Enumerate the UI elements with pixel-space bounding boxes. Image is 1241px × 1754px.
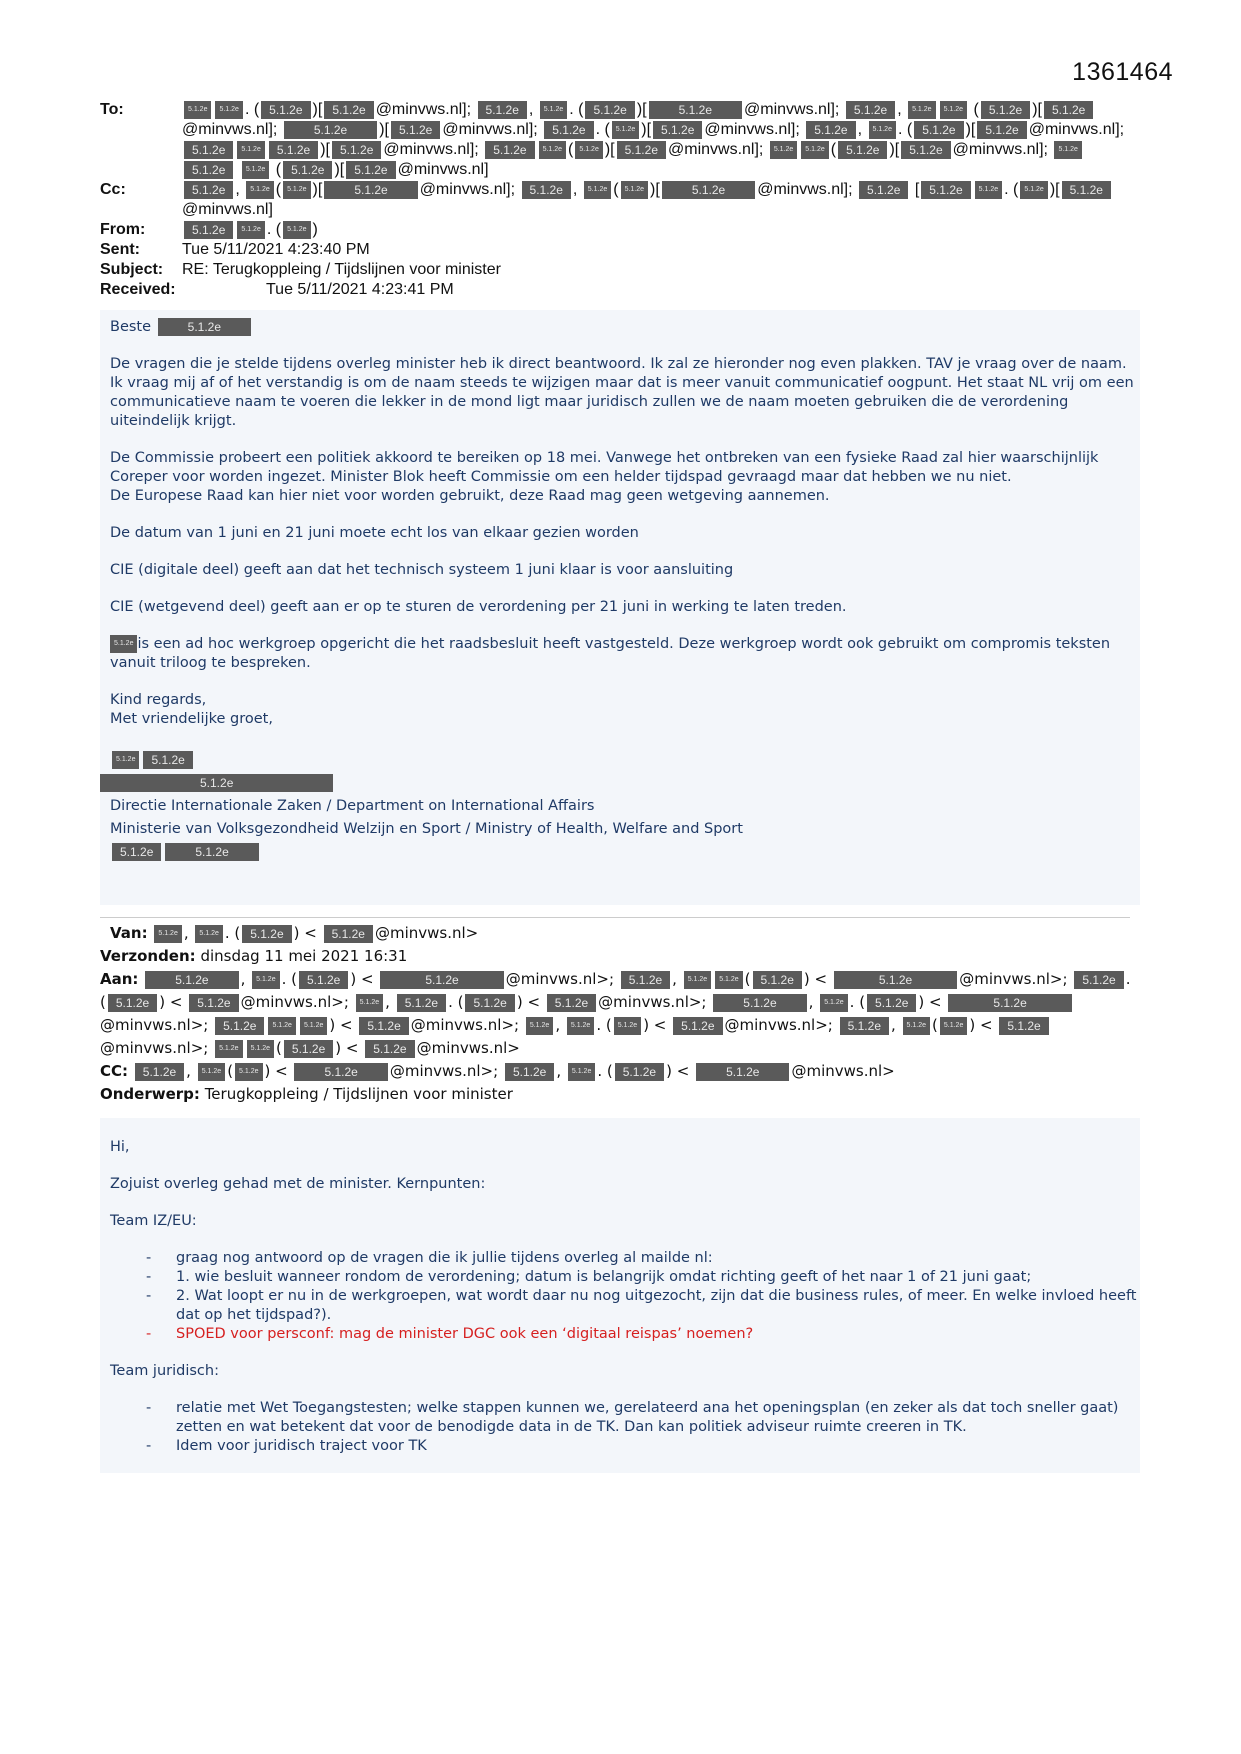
- redaction: 5.1.2e: [242, 925, 291, 943]
- list-item: - Idem voor juridisch traject voor TK: [170, 1437, 1140, 1456]
- redaction: 5.1.2e: [112, 751, 139, 769]
- redaction: 5.1.2e: [673, 1017, 722, 1035]
- email-domain: @minvws.nl];: [668, 141, 764, 158]
- redaction: 5.1.2e: [215, 1040, 242, 1058]
- signature-ministry: Ministerie van Volksgezondheid Welzijn en Sport / Ministry of Health, Welfare and Sport: [110, 821, 743, 837]
- email-domain: @minvws.nl>: [374, 924, 479, 942]
- redaction: 5.1.2e: [158, 318, 251, 336]
- to-row: [100, 100, 1140, 180]
- redaction: 5.1.2e: [215, 101, 242, 119]
- redaction: 5.1.2e: [621, 181, 648, 199]
- signature-name-line: [110, 751, 1140, 770]
- redaction: 5.1.2e: [921, 181, 970, 199]
- redaction: 5.1.2e: [112, 843, 161, 861]
- redaction: 5.1.2e: [753, 971, 802, 989]
- redaction: 5.1.2e: [100, 774, 333, 792]
- redaction: 5.1.2e: [540, 101, 567, 119]
- reply-body: [100, 310, 1140, 905]
- list-item-urgent: - SPOED voor persconf: mag de minister DGC ook een ‘digitaal reispas’ noemen?: [170, 1325, 1140, 1344]
- redaction: 5.1.2e: [184, 221, 233, 239]
- verzonden-label: Verzonden:: [100, 947, 196, 965]
- redaction: 5.1.2e: [198, 1063, 225, 1081]
- redaction: 5.1.2e: [820, 994, 847, 1012]
- reply-paragraph: De vragen die je stelde tijdens overleg minister heb ik direct beantwoord. Ik zal ze hieronder nog even plakken. TAV je vraag over de naam. Ik vraag mij af of het verstandig is om de naam steeds te wijzigen maar dat is meer vanuit communicatief oogpunt. Het staat NL vrij om een communicatieve naam te voeren die lekker in de mond ligt maar juridisch zullen we de naam moeten gebruiken die de verordening uiteindelijk krijgt.: [110, 356, 1134, 429]
- email-domain: @minvws.nl];: [704, 121, 800, 138]
- redaction: 5.1.2e: [135, 1063, 184, 1081]
- redaction: 5.1.2e: [840, 1017, 889, 1035]
- email-domain: @minvws.nl>;: [410, 1016, 520, 1034]
- received-row: [100, 280, 1140, 300]
- redaction: 5.1.2e: [215, 1017, 264, 1035]
- redaction: 5.1.2e: [544, 121, 593, 139]
- redaction: 5.1.2e: [237, 221, 264, 239]
- redaction: 5.1.2e: [1044, 101, 1093, 119]
- aan-row: Aan: 5.1.2e , 5.1.2e . ( 5.1.2e ) < 5.1.2e @minvws.nl>; 5.1.2e , 5.1.2e 5.1.2e ( 5.1.2e ) < 5.1.2e @minvws.nl>; 5.1.2e . ( 5.1.2e ) < 5.1.2e @minvws.nl>; 5.1.2e , 5.1.2e . ( 5.1.2e ) < 5.1.2e @minvws.nl>; 5.1.2e , 5.1.2e . ( 5.1.2e ) < 5.1.2e@minvws.nl>; 5.1.2e 5.1.2e 5.1.2e ) < 5.1.2e @minvws.nl>; 5.1.2e , 5.1.2e . ( 5.1.2e ) < 5.1.2e @minvws.nl>; 5.1.2e , 5.1.2e ( 5.1.2e ) < 5.1.2e@minvws.nl>; 5.1.2e 5.1.2e ( 5.1.2e ) < 5.1.2e @minvws.nl>: [100, 970, 1131, 1057]
- list-item: - 1. wie besluit wanneer rondom de verordening; datum is belangrijk omdat richting geeft of het naar 1 of 21 juni gaat;: [170, 1268, 1140, 1287]
- onderwerp-value: Terugkoppleing / Tijdslijnen voor minister: [204, 1085, 513, 1103]
- redaction: 5.1.2e: [465, 994, 514, 1012]
- redaction: 5.1.2e: [696, 1063, 789, 1081]
- redaction: 5.1.2e: [547, 994, 596, 1012]
- redaction: 5.1.2e: [184, 141, 233, 159]
- redaction: 5.1.2e: [397, 994, 446, 1012]
- signature-department: Directie Internationale Zaken / Department on International Affairs: [110, 798, 595, 814]
- from-label: From:: [100, 221, 146, 238]
- aan-label: Aan:: [100, 970, 139, 988]
- redaction: 5.1.2e: [252, 971, 279, 989]
- redaction: 5.1.2e: [834, 971, 957, 989]
- onderwerp-label: Onderwerp:: [100, 1085, 200, 1103]
- redaction: 5.1.2e: [143, 751, 192, 769]
- redaction: 5.1.2e: [999, 1017, 1048, 1035]
- original-body: [100, 1118, 1140, 1473]
- redaction: 5.1.2e: [242, 161, 269, 179]
- redaction: 5.1.2e: [300, 1017, 327, 1035]
- reply-paragraph-line: [110, 635, 1140, 673]
- reply-paragraph: CIE (digitale deel) geeft aan dat het technisch systeem 1 juni klaar is voor aansluiting: [110, 562, 734, 578]
- signature-title-line: [100, 774, 1140, 793]
- redaction: 5.1.2e: [615, 1063, 664, 1081]
- onderwerp-row: [100, 1083, 1140, 1106]
- sent-value: Tue 5/11/2021 4:23:40 PM: [182, 241, 370, 258]
- redaction: 5.1.2e: [356, 994, 383, 1012]
- email-domain: @minvws.nl>;: [505, 970, 615, 988]
- subject-value: RE: Terugkoppleing / Tijdslijnen voor minister: [182, 261, 501, 278]
- redaction: 5.1.2e: [806, 121, 855, 139]
- sent-label: Sent:: [100, 241, 140, 258]
- verzonden-value: dinsdag 11 mei 2021 16:31: [200, 947, 408, 965]
- redaction: 5.1.2e: [184, 101, 211, 119]
- redaction: 5.1.2e: [324, 101, 373, 119]
- redaction: 5.1.2e: [940, 101, 967, 119]
- redaction: 5.1.2e: [940, 1017, 967, 1035]
- cc-label: Cc:: [100, 181, 126, 198]
- redaction: 5.1.2e: [908, 101, 935, 119]
- signature-contact-line: [110, 843, 1140, 862]
- original-greeting: Hi,: [110, 1139, 130, 1155]
- redaction: 5.1.2e: [981, 101, 1030, 119]
- redaction: 5.1.2e: [485, 141, 534, 159]
- email-domain: @minvws.nl]: [182, 201, 273, 218]
- redaction: 5.1.2e: [914, 121, 963, 139]
- reply-greeting: Beste: [110, 319, 152, 335]
- redaction: 5.1.2e: [903, 1017, 930, 1035]
- team-iz-eu-label: Team IZ/EU:: [110, 1213, 197, 1229]
- closing-groet: Met vriendelijke groet,: [110, 711, 273, 727]
- redaction: 5.1.2e: [617, 141, 666, 159]
- to-value: 5.1.2e 5.1.2e . ( 5.1.2e )[ 5.1.2e @minvws.nl]; 5.1.2e , 5.1.2e . ( 5.1.2e )[ 5.1.2e @minvws.nl]; 5.1.2e , 5.1.2e 5.1.2e ( 5.1.2e )[ 5.1.2e@minvws.nl]; 5.1.2e )[ 5.1.2e @minvws.nl]; 5.1.2e . ( 5.1.2e )[ 5.1.2e @minvws.nl]; 5.1.2e , 5.1.2e . ( 5.1.2e )[ 5.1.2e @minvws.nl]; 5.1.2e 5.1.2e 5.1.2e )[ 5.1.2e @minvws.nl]; 5.1.2e 5.1.2e ( 5.1.2e )[ 5.1.2e @minvws.nl]; 5.1.2e 5.1.2e ( 5.1.2e )[ 5.1.2e @minvws.nl]; 5.1.2e 5.1.2e 5.1.2e ( 5.1.2e )[ 5.1.2e @minvws.nl]: [182, 101, 1125, 178]
- from-value: 5.1.2e 5.1.2e . ( 5.1.2e ): [182, 220, 1140, 240]
- subject-label: Subject:: [100, 261, 164, 278]
- redaction: 5.1.2e: [145, 971, 238, 989]
- redaction: 5.1.2e: [614, 1017, 641, 1035]
- cc-value: 5.1.2e , 5.1.2e ( 5.1.2e )[ 5.1.2e @minvws.nl]; 5.1.2e , 5.1.2e ( 5.1.2e )[ 5.1.2e @minvws.nl]; 5.1.2e [ 5.1.2e 5.1.2e . ( 5.1.2e )[ 5.1.2e@minvws.nl]: [182, 180, 1140, 220]
- redaction: 5.1.2e: [522, 181, 571, 199]
- redaction: 5.1.2e: [283, 181, 310, 199]
- email-domain: @minvws.nl];: [383, 141, 479, 158]
- email-domain: @minvws.nl>;: [598, 993, 707, 1011]
- sent-row: [100, 240, 1140, 260]
- email-domain: @minvws.nl>: [791, 1062, 895, 1080]
- redaction: 5.1.2e: [110, 635, 137, 653]
- redaction: 5.1.2e: [948, 994, 1071, 1012]
- redaction: 5.1.2e: [713, 994, 806, 1012]
- redaction: 5.1.2e: [284, 1040, 333, 1058]
- email-domain: @minvws.nl]: [397, 161, 489, 178]
- list-item: - 2. Wat loopt er nu in de werkgroepen, wat wordt daar nu nog uitgezocht, zijn dat die business rules, of meer. En welke invloed heeft dat op het tijdspad?).: [170, 1287, 1140, 1325]
- reply-greeting-line: [110, 318, 1140, 337]
- redaction: 5.1.2e: [901, 141, 950, 159]
- received-value: Tue 5/11/2021 4:23:41 PM: [266, 281, 454, 298]
- redaction: 5.1.2e: [649, 101, 742, 119]
- redaction: 5.1.2e: [299, 971, 348, 989]
- team-juridisch-label: Team juridisch:: [110, 1363, 219, 1379]
- redaction: 5.1.2e: [539, 141, 566, 159]
- redaction: 5.1.2e: [380, 971, 503, 989]
- email-domain: @minvws.nl>;: [240, 993, 349, 1011]
- redaction: 5.1.2e: [154, 925, 181, 943]
- redaction: 5.1.2e: [269, 141, 318, 159]
- to-label: To:: [100, 101, 124, 118]
- redaction: 5.1.2e: [359, 1017, 408, 1035]
- redaction: 5.1.2e: [108, 994, 157, 1012]
- redaction: 5.1.2e: [324, 181, 417, 199]
- closing-regards: Kind regards,: [110, 692, 207, 708]
- redaction: 5.1.2e: [235, 1063, 262, 1081]
- redaction: 5.1.2e: [867, 994, 916, 1012]
- cc-row: [100, 180, 1140, 220]
- redaction: 5.1.2e: [715, 971, 742, 989]
- reply-paragraph: CIE (wetgevend deel) geeft aan er op te sturen de verordening per 21 juni in werking te laten treden.: [110, 599, 847, 615]
- redaction: 5.1.2e: [237, 141, 264, 159]
- redaction: 5.1.2e: [567, 1017, 594, 1035]
- redaction: 5.1.2e: [846, 101, 895, 119]
- email-domain: @minvws.nl>;: [959, 970, 1068, 988]
- redaction: 5.1.2e: [1074, 971, 1123, 989]
- subject-row: [100, 260, 1140, 280]
- reply-paragraph: De Europese Raad kan hier niet voor worden gebruikt, deze Raad mag geen wetgeving aannemen.: [110, 488, 830, 504]
- redaction: 5.1.2e: [621, 971, 670, 989]
- team-iz-eu-list: [110, 1249, 1140, 1344]
- redaction: 5.1.2e: [324, 925, 373, 943]
- redaction: 5.1.2e: [612, 121, 639, 139]
- email-domain: @minvws.nl>: [416, 1039, 520, 1057]
- email-domain: @minvws.nl>;: [389, 1062, 499, 1080]
- list-item: - relatie met Wet Toegangstesten; welke stappen kunnen we, gerelateerd ana het openingsplan (en zeker als dat toch sneller gaat) zetten en wat betekent dat voor de benodigde data in de TK. Dan kan politiek adviseur ruimte creeren in TK.: [170, 1399, 1140, 1437]
- redaction: 5.1.2e: [505, 1063, 554, 1081]
- received-label: Received:: [100, 281, 176, 298]
- email-domain: @minvws.nl>;: [100, 1039, 209, 1057]
- redaction: 5.1.2e: [184, 181, 233, 199]
- email-domain: @minvws.nl];: [1028, 121, 1125, 138]
- reply-paragraph: is een ad hoc werkgroep opgericht die het raadsbesluit heeft vastgesteld. Deze werkgroep wordt ook gebruikt om compromis teksten vanuit triloog te bespreken.: [110, 636, 1111, 671]
- redaction: 5.1.2e: [346, 161, 395, 179]
- from-row: [100, 220, 1140, 240]
- redaction: 5.1.2e: [662, 181, 755, 199]
- redaction: 5.1.2e: [365, 1040, 414, 1058]
- redaction: 5.1.2e: [859, 181, 908, 199]
- redaction: 5.1.2e: [869, 121, 896, 139]
- email-domain: @minvws.nl];: [442, 121, 538, 138]
- cc-fw-row: CC: 5.1.2e , 5.1.2e ( 5.1.2e ) < 5.1.2e @minvws.nl>; 5.1.2e , 5.1.2e . ( 5.1.2e ) < 5.1.2e @minvws.nl>: [100, 1062, 895, 1080]
- redaction: 5.1.2e: [1054, 141, 1081, 159]
- redaction: 5.1.2e: [246, 181, 273, 199]
- redaction: 5.1.2e: [975, 181, 1002, 199]
- redaction: 5.1.2e: [568, 1063, 595, 1081]
- email-domain: @minvws.nl];: [375, 101, 472, 118]
- redaction: 5.1.2e: [684, 971, 711, 989]
- redaction: 5.1.2e: [268, 1017, 295, 1035]
- email-domain: @minvws.nl];: [757, 181, 853, 198]
- redaction: 5.1.2e: [770, 141, 797, 159]
- redaction: 5.1.2e: [1062, 181, 1111, 199]
- forwarded-header: [100, 922, 1140, 1106]
- redaction: 5.1.2e: [184, 161, 233, 179]
- redaction: 5.1.2e: [526, 1017, 553, 1035]
- redaction: 5.1.2e: [261, 101, 310, 119]
- document-number: 1361464: [1072, 58, 1173, 86]
- redaction: 5.1.2e: [838, 141, 887, 159]
- original-intro: Zojuist overleg gehad met de minister. Kernpunten:: [110, 1176, 486, 1192]
- redaction: 5.1.2e: [284, 121, 377, 139]
- reply-paragraph: De Commissie probeert een politiek akkoord te bereiken op 18 mei. Vanwege het ontbreken van een fysieke Raad zal hier waarschijnlijk Coreper voor worden ingezet. Minister Blok heeft Commissie om een helder tijdspad gevraagd maar dat hebben we nu niet.: [110, 450, 1099, 485]
- van-row: Van: 5.1.2e , 5.1.2e . ( 5.1.2e ) < 5.1.2e @minvws.nl>: [110, 924, 479, 942]
- redaction: 5.1.2e: [575, 141, 602, 159]
- cc-fw-label: CC:: [100, 1062, 129, 1080]
- divider: [100, 917, 1130, 918]
- email-domain: @minvws.nl];: [744, 101, 840, 118]
- van-label: Van:: [110, 924, 148, 942]
- redaction: 5.1.2e: [977, 121, 1026, 139]
- email-domain: @minvws.nl];: [182, 121, 278, 138]
- redaction: 5.1.2e: [478, 101, 527, 119]
- list-item: - graag nog antwoord op de vragen die ik jullie tijdens overleg al mailde nl:: [170, 1249, 1140, 1268]
- redaction: 5.1.2e: [1020, 181, 1047, 199]
- redaction: 5.1.2e: [653, 121, 702, 139]
- email-domain: @minvws.nl];: [419, 181, 516, 198]
- team-juridisch-list: [110, 1399, 1140, 1456]
- email-domain: @minvws.nl>;: [100, 1016, 209, 1034]
- redaction: 5.1.2e: [195, 925, 222, 943]
- redaction: 5.1.2e: [247, 1040, 274, 1058]
- verzonden-row: [100, 945, 1140, 968]
- redaction: 5.1.2e: [283, 161, 332, 179]
- email-domain: @minvws.nl>;: [724, 1016, 833, 1034]
- signature: [100, 751, 1140, 862]
- redaction: 5.1.2e: [294, 1063, 387, 1081]
- redaction: 5.1.2e: [283, 221, 310, 239]
- redaction: 5.1.2e: [332, 141, 381, 159]
- reply-paragraph: De datum van 1 juni en 21 juni moete echt los van elkaar gezien worden: [110, 525, 639, 541]
- redaction: 5.1.2e: [391, 121, 440, 139]
- email-domain: @minvws.nl];: [952, 141, 1048, 158]
- redaction: 5.1.2e: [189, 994, 238, 1012]
- redaction: 5.1.2e: [585, 101, 634, 119]
- redaction: 5.1.2e: [165, 843, 258, 861]
- redaction: 5.1.2e: [584, 181, 611, 199]
- redaction: 5.1.2e: [801, 141, 828, 159]
- email-header: [100, 100, 1140, 300]
